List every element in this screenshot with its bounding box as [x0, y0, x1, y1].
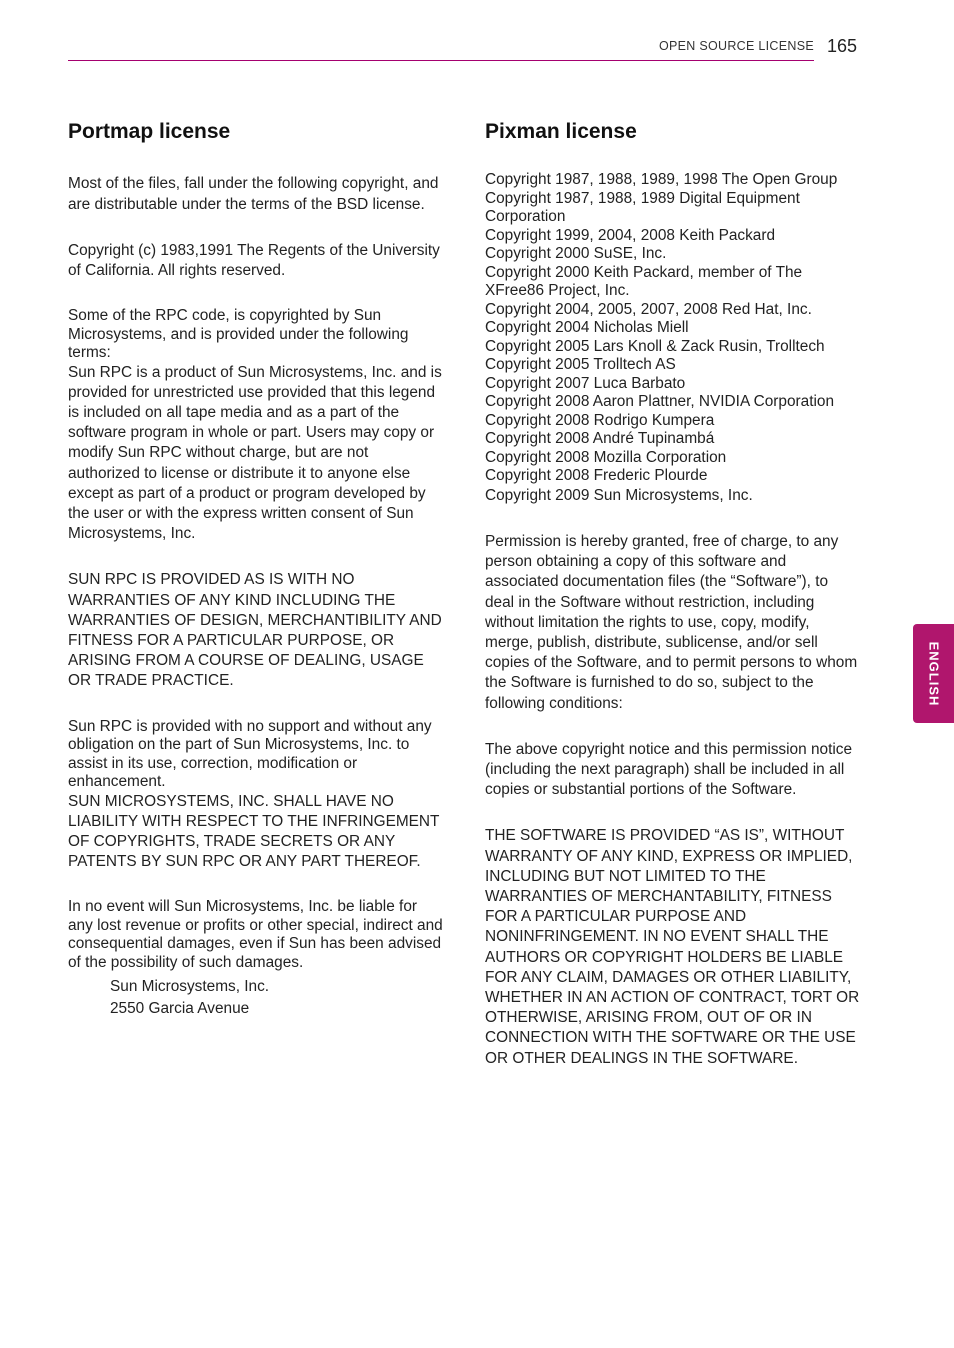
page-number: 165 — [827, 36, 858, 56]
paragraph: Sun RPC is a product of Sun Microsystems, Inc. and is provided for unrestricted use provided that this legend is included on all tape media and as a part of the software program in whole or part. Users may copy or modify Sun RPC without charge, but are not authorized to license or distribute it to anyone else except as part of a product or program developed by the user or with the express written consent of Sun Microsystems, Inc. — [68, 363, 442, 543]
paragraph: Copyright (c) 1983,1991 The Regents of the University of California. All rights reserved. — [68, 241, 440, 279]
language-tab — [913, 624, 954, 723]
copyright-line: Copyright 2008 André Tupinambá — [485, 430, 715, 448]
paragraph: In no event will Sun Microsystems, Inc. be liable for any lost revenue or profits or other special, indirect and consequential damages, even if Sun has been advised of the possibility of such damages. — [68, 898, 443, 971]
pixman-license-section — [485, 118, 861, 1069]
address-line: Sun Microsystems, Inc. — [110, 978, 270, 996]
page-header — [68, 36, 814, 61]
copyright-line: Copyright 2005 Lars Knoll & Zack Rusin, Trolltech — [485, 337, 825, 355]
copyright-list — [485, 171, 861, 506]
copyright-line: Copyright 2008 Mozilla Corporation — [485, 448, 727, 466]
copyright-line: Copyright 2004 Nicholas Miell — [485, 319, 689, 337]
copyright-line: Copyright 2004, 2005, 2007, 2008 Red Hat, Inc. — [485, 300, 812, 318]
paragraph: SUN MICROSYSTEMS, INC. SHALL HAVE NO LIABILITY WITH RESPECT TO THE INFRINGEMENT OF COPYRIGHTS, TRADE SECRETS OR ANY PATENTS BY SUN RPC OR ANY PART THEREOF. — [68, 792, 440, 871]
paragraph: Sun RPC is provided with no support and without any obligation on the part of Sun Microsystems, Inc. to assist in its use, correction, modification or enhancement. — [68, 717, 432, 791]
paragraph: Most of the files, fall under the following copyright, and are distributable under the terms of the BSD license. — [68, 175, 439, 213]
copyright-line: Copyright 1987, 1988, 1989 Digital Equipment Corporation — [485, 189, 800, 226]
section-label: OPEN SOURCE LICENSE — [658, 39, 814, 53]
paragraph: SUN RPC IS PROVIDED AS IS WITH NO WARRANTIES OF ANY KIND INCLUDING THE WARRANTIES OF DESIGN, MERCHANTIBILITY AND FITNESS FOR A PARTICULAR PURPOSE, OR ARISING FROM A COURSE OF DEALING, USAGE OR TRADE PRACTICE. — [68, 571, 442, 690]
section-title: Portmap license — [68, 120, 231, 143]
copyright-line: Copyright 2008 Frederic Plourde — [485, 467, 708, 485]
copyright-line: Copyright 1987, 1988, 1989, 1998 The Open Group — [485, 171, 838, 189]
copyright-line: Copyright 2008 Rodrigo Kumpera — [485, 411, 715, 429]
paragraph: THE SOFTWARE IS PROVIDED “AS IS”, WITHOUT WARRANTY OF ANY KIND, EXPRESS OR IMPLIED, INCLUDING BUT NOT LIMITED TO THE WARRANTIES OF MERCHANTABILITY, FITNESS FOR A PARTICULAR PURPOSE AND NONINFRINGEMENT. IN NO EVENT SHALL THE AUTHORS OR COPYRIGHT HOLDERS BE LIABLE FOR ANY CLAIM, DAMAGES OR OTHER LIABILITY, WHETHER IN AN ACTION OF CONTRACT, TORT OR OTHERWISE, ARISING FROM, OUT OF OR IN CONNECTION WITH THE SOFTWARE OR THE USE OR OTHER DEALINGS IN THE SOFTWARE. — [485, 827, 860, 1067]
copyright-line: Copyright 2005 Trolltech AS — [485, 356, 676, 374]
copyright-line: Copyright 2009 Sun Microsystems, Inc. — [485, 486, 753, 504]
paragraph: The above copyright notice and this permission notice (including the next paragraph) shall be included in all copies or substantial portions of the Software. — [485, 740, 853, 799]
copyright-line: Copyright 2000 SuSE, Inc. — [485, 245, 667, 263]
paragraph: Some of the RPC code, is copyrighted by Sun Microsystems, and is provided under the following terms: — [68, 307, 409, 362]
section-title: Pixman license — [485, 120, 637, 143]
copyright-line: Copyright 1999, 2004, 2008 Keith Packard — [485, 226, 776, 244]
paragraph: Permission is hereby granted, free of charge, to any person obtaining a copy of this software and associated documentation files (the “Software”), to deal in the Software without restriction, including without limitation the rights to use, copy, modify, merge, publish, distribute, sublicense, and/or sell copies of the Software, and to permit persons to whom the Software is furnished to do so, subject to the following conditions: — [485, 533, 858, 712]
copyright-line: Copyright 2008 Aaron Plattner, NVIDIA Corporation — [485, 393, 835, 411]
portmap-license-section — [68, 118, 443, 1020]
address-line: 2550 Garcia Avenue — [110, 1000, 250, 1018]
copyright-line: Copyright 2007 Luca Barbato — [485, 374, 686, 392]
language-tab-label: ENGLISH — [926, 641, 941, 706]
copyright-line: Copyright 2000 Keith Packard, member of The XFree86 Project, Inc. — [485, 263, 803, 300]
